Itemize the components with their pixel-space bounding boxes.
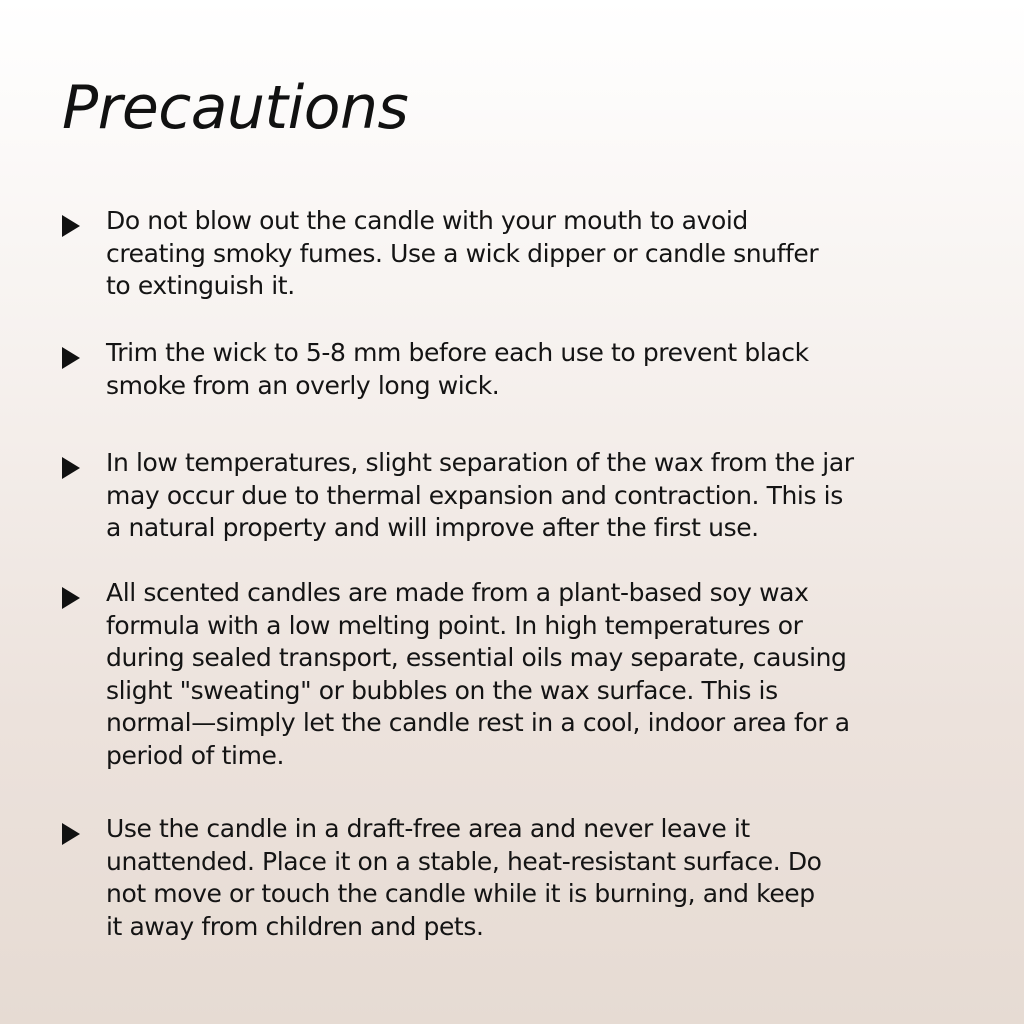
list-item-text: Do not blow out the candle with your mouth to avoid creating smoky fumes. Use a wick dipper or candle snuffer to extinguish it. (106, 206, 819, 300)
list-item-text: All scented candles are made from a plant-based soy wax formula with a low melting point. In high temperatures or during sealed transport, essential oils may separate, causing slight "sweating" or bubbles on the wax surface. This is normal—simply let the candle rest in a cool, indoor area for a period of time. (106, 578, 850, 770)
list-item-text: Use the candle in a draft-free area and never leave it unattended. Place it on a stable, heat-resistant surface. Do not move or touch the candle while it is burning, and keep it away from children and pets. (106, 814, 822, 941)
triangle-bullet-icon (62, 823, 80, 845)
list-item-text: In low temperatures, slight separation of the wax from the jar may occur due to thermal expansion and contraction. This is a natural property and will improve after the first use. (106, 448, 854, 542)
list-item-text: Trim the wick to 5-8 mm before each use to prevent black smoke from an overly long wick. (106, 338, 809, 400)
triangle-bullet-icon (62, 215, 80, 237)
triangle-bullet-icon (62, 457, 80, 479)
triangle-bullet-icon (62, 587, 80, 609)
page-title: Precautions (62, 73, 409, 143)
triangle-bullet-icon (62, 347, 80, 369)
